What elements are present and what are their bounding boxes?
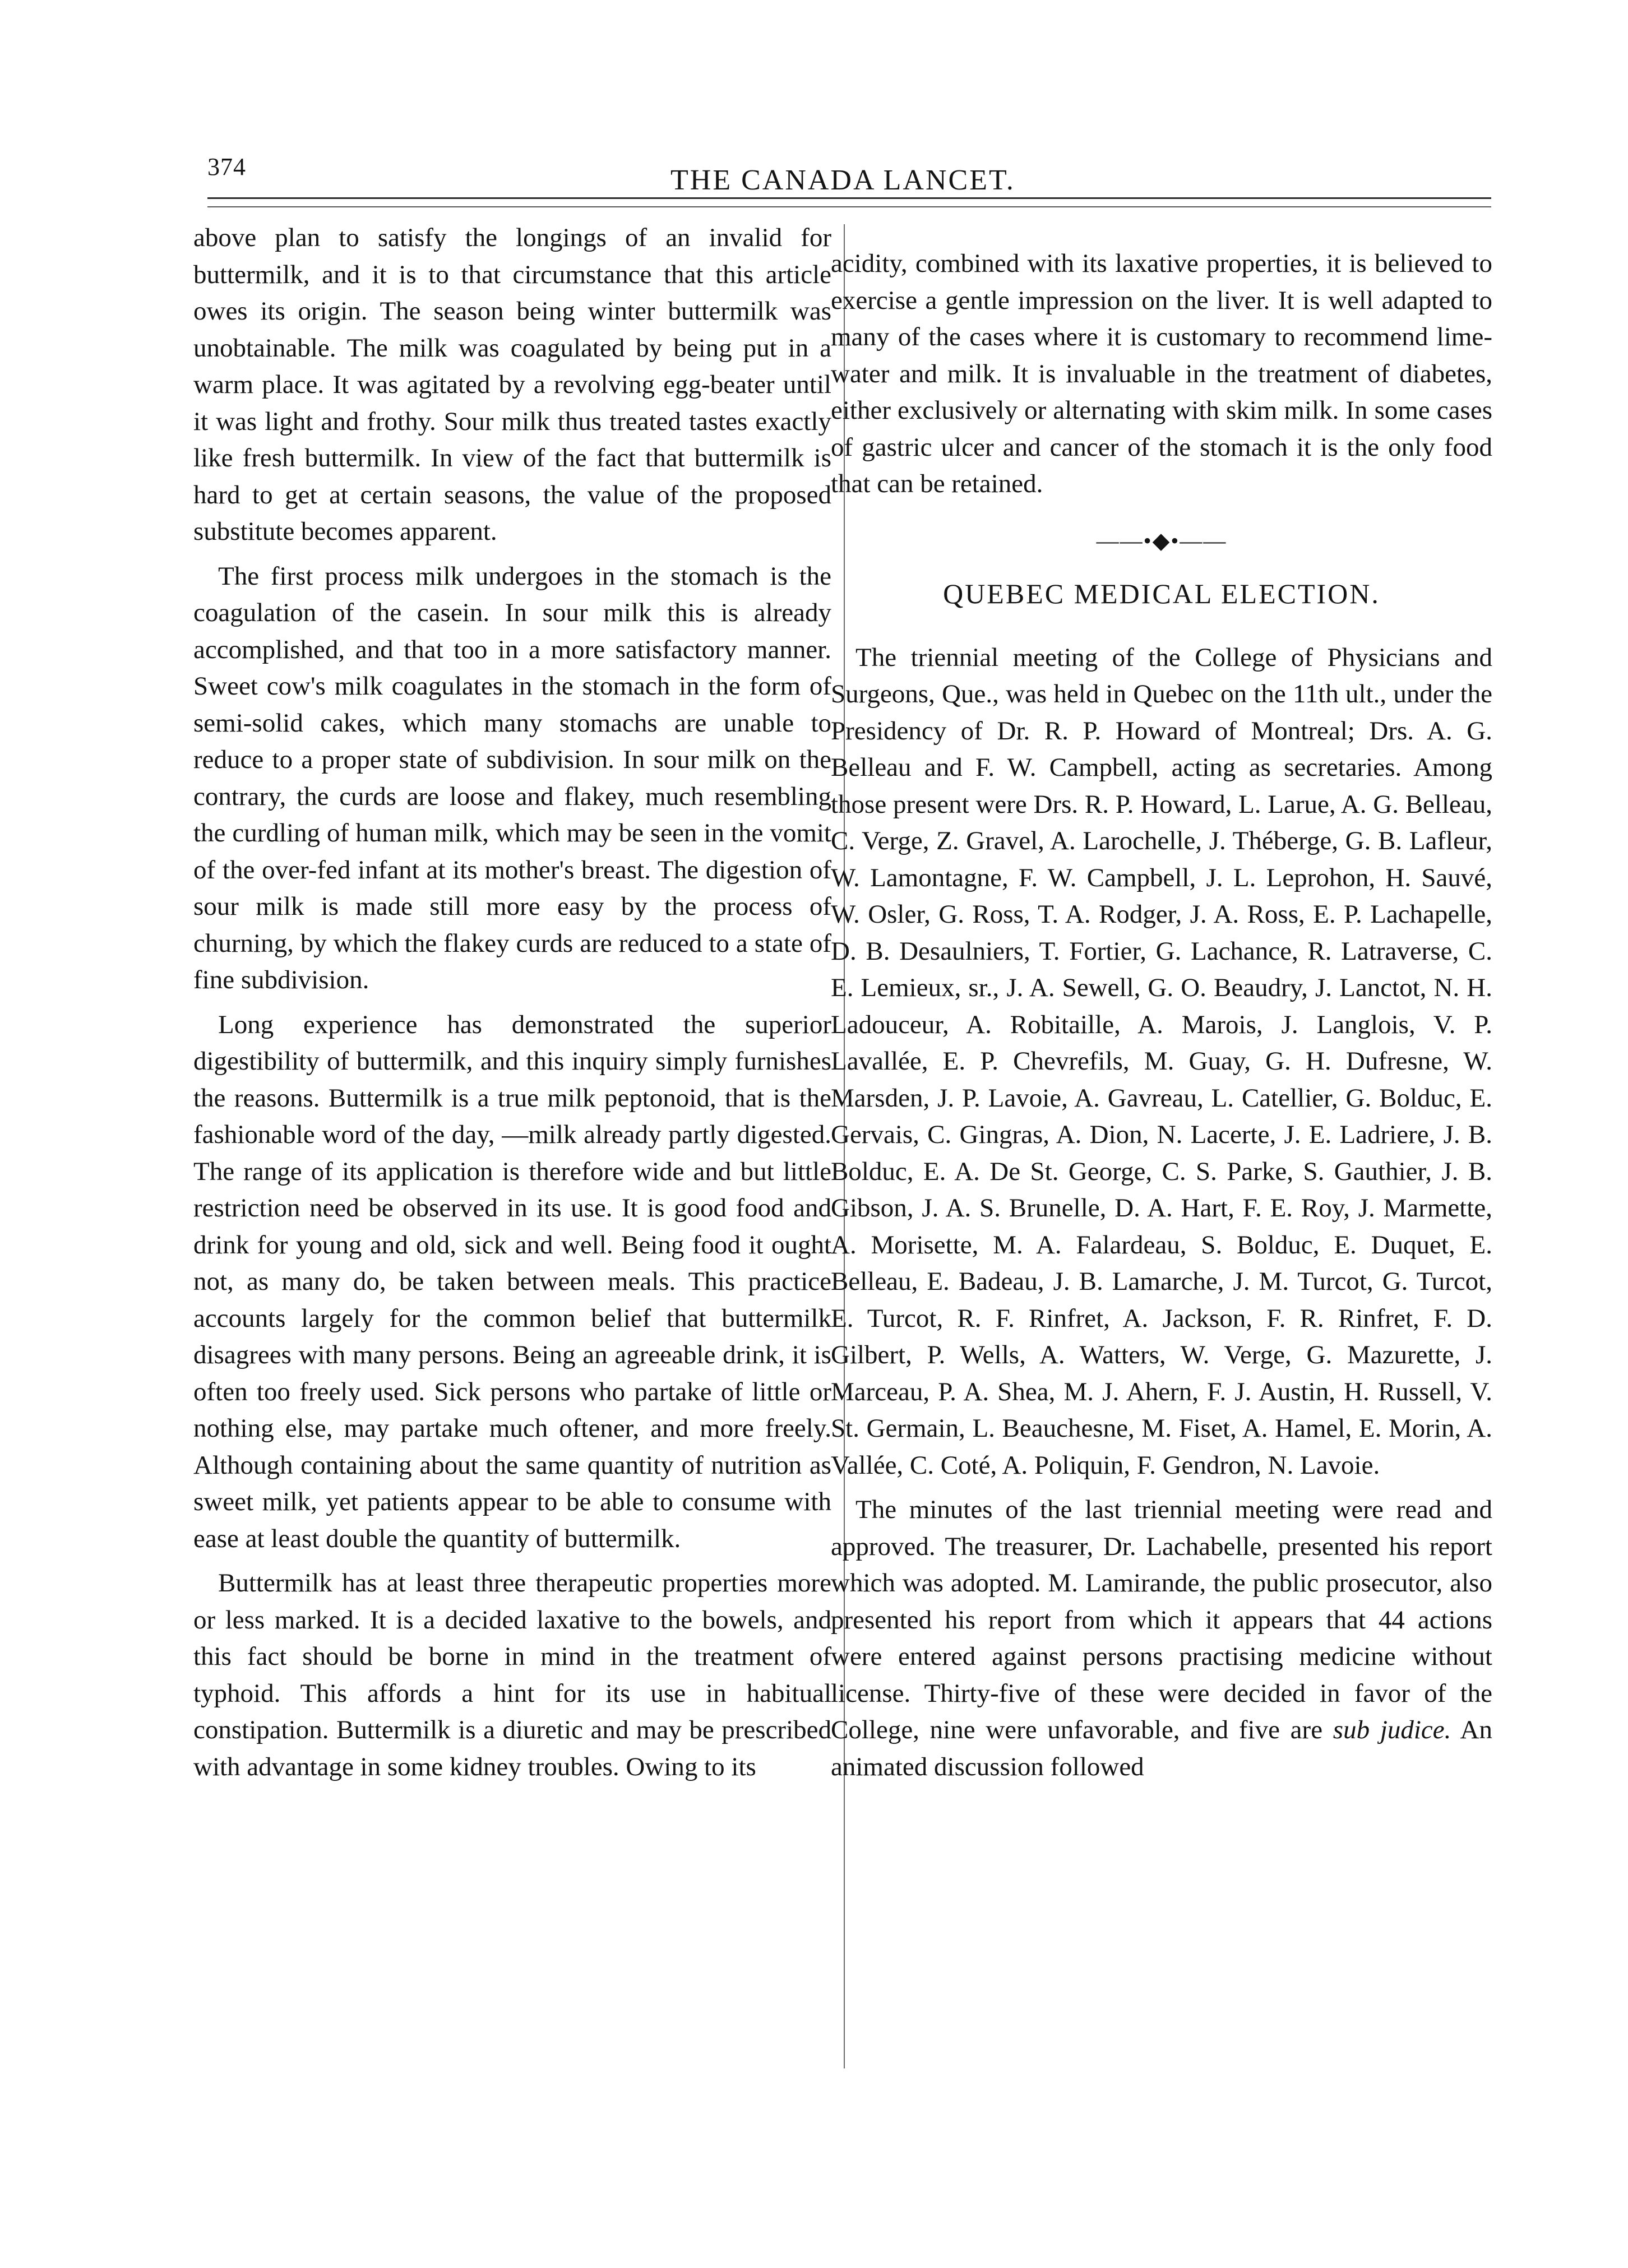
right-column xyxy=(831,246,1492,1793)
journal-running-head: THE CANADA LANCET. xyxy=(670,164,1015,196)
section-divider-ornament: ——•◆•—— xyxy=(1096,527,1227,553)
header-rule xyxy=(207,197,1491,199)
left-paragraph-continuation: above plan to satisfy the longings of an invalid for buttermilk, and it is to that circumstance that this article owes its origin. The season being winter buttermilk was unobtainable. The milk was coagulated by being put in a warm place. It was agitated by a revolving egg-beater until it was light and frothy. Sour milk thus treated tastes exactly like fresh buttermilk. In view of the fact that buttermilk is hard to get at certain seasons, the value of the proposed substitute becomes apparent. xyxy=(193,223,831,546)
left-paragraph-therapeutic: Buttermilk has at least three therapeutic properties more or less marked. It is a decided laxative to the bowels, and this fact should be borne in mind in the treatment of typhoid. This affords a hint for its use in habitual constipation. Buttermilk is a diuretic and may be prescribed with advantage in some kidney troubles. Owing to its xyxy=(193,1568,831,1781)
left-paragraph-coagulation: The first process milk undergoes in the stomach is the coagulation of the casein. In sour milk this is already accomplished, and that too in a more satisfactory manner. Sweet cow's milk coagulates in the stomach in the form of semi-solid cakes, which many stomachs are unable to reduce to a proper state of subdivision. In sour milk on the contrary, the curds are loose and flakey, much resembling the curdling of human milk, which may be seen in the vomit of the over-fed infant at its mother's breast. The digestion of sour milk is made still more easy by the process of churning, by which the flakey curds are reduced to a state of fine subdivision. xyxy=(193,561,831,994)
minutes-text-end: An animated discussion followed xyxy=(831,1715,1492,1781)
page-number: 374 xyxy=(207,153,246,180)
left-column xyxy=(193,220,831,1793)
sub-judice-italic: sub judice. xyxy=(1333,1715,1451,1744)
minutes-text-start: The minutes of the last triennial meeting were read and approved. The treasurer, Dr. Lachabelle, presented his report which was adopted. M. Lamirande, the public prosecutor, also presented his report from which it appears that 44 actions were entered against persons practising medicine without license. Thirty-five of these were decided in favor of the College, nine were unfavorable, and five are xyxy=(831,1495,1492,1744)
right-paragraph-meeting: The triennial meeting of the College of Physicians and Surgeons, Que., was held in Quebec on the 11th ult., under the Presidency of Dr. R. P. Howard of Montreal; Drs. A. G. Belleau and F. W. Campbell, acting as secretaries. Among those present were Drs. R. P. Howard, L. Larue, A. G. Belleau, C. Verge, Z. Gravel, A. Larochelle, J. Théberge, G. B. Lafleur, W. Lamontagne, F. W. Campbell, J. L. Leprohon, H. Sauvé, W. Osler, G. Ross, T. A. Rodger, J. A. Ross, E. P. Lachapelle, D. B. Desaulniers, T. Fortier, G. Lachance, R. Latraverse, C. E. Lemieux, sr., J. A. Sewell, G. O. Beaudry, J. Lanctot, N. H. Ladouceur, A. Robitaille, A. Marois, J. Langlois, V. P. Lavallée, E. P. Chevrefils, M. Guay, G. H. Dufresne, W. Marsden, J. P. Lavoie, A. Gavreau, L. Catellier, G. Bolduc, E. Gervais, C. Gingras, A. Dion, N. Lacerte, J. E. Ladriere, J. B. Bolduc, E. A. De St. George, C. S. Parke, S. Gauthier, J. B. Gibson, J. A. S. Brunelle, D. A. Hart, F. E. Roy, J. Marmette, A. Morisette, M. A. Falardeau, S. Bolduc, E. Duquet, E. Belleau, E. Badeau, J. B. Lamarche, J. M. Turcot, G. Turcot, E. Turcot, R. F. Rinfret, A. Jackson, F. R. Rinfret, F. D. Gilbert, P. Wells, A. Watters, W. Verge, G. Mazurette, J. Marceau, P. A. Shea, M. J. Ahern, F. J. Austin, H. Russell, V. St. Germain, L. Beauchesne, M. Fiset, A. Hamel, E. Morin, A. Vallée, C. Coté, A. Poliquin, F. Gendron, N. Lavoie. xyxy=(831,642,1492,1480)
header-rule-secondary xyxy=(207,206,1491,207)
right-paragraph-continuation: acidity, combined with its laxative properties, it is believed to exercise a gentle impression on the liver. It is well adapted to many of the cases where it is customary to recommend lime-water and milk. It is invaluable in the treatment of diabetes, either exclusively or alternating with skim milk. In some cases of gastric ulcer and cancer of the stomach it is the only food that can be retained. xyxy=(831,249,1492,498)
left-paragraph-digestibility: Long experience has demonstrated the superior digestibility of buttermilk, and this inquiry simply furnishes the reasons. Buttermilk is a true milk peptonoid, that is the fashionable word of the day, —milk already partly digested. The range of its application is therefore wide and but little restriction need be observed in its use. It is good food and drink for young and old, sick and well. Being food it ought not, as many do, be taken between meals. This practice accounts largely for the common belief that buttermilk disagrees with many persons. Being an agreeable drink, it is often too freely used. Sick persons who partake of little or nothing else, may partake much oftener, and more freely. Although containing about the same quantity of nutrition as sweet milk, yet patients appear to be able to consume with ease at least double the quantity of buttermilk. xyxy=(193,1010,831,1553)
section-heading: QUEBEC MEDICAL ELECTION. xyxy=(943,577,1380,609)
right-paragraph-minutes xyxy=(831,1492,1492,1785)
